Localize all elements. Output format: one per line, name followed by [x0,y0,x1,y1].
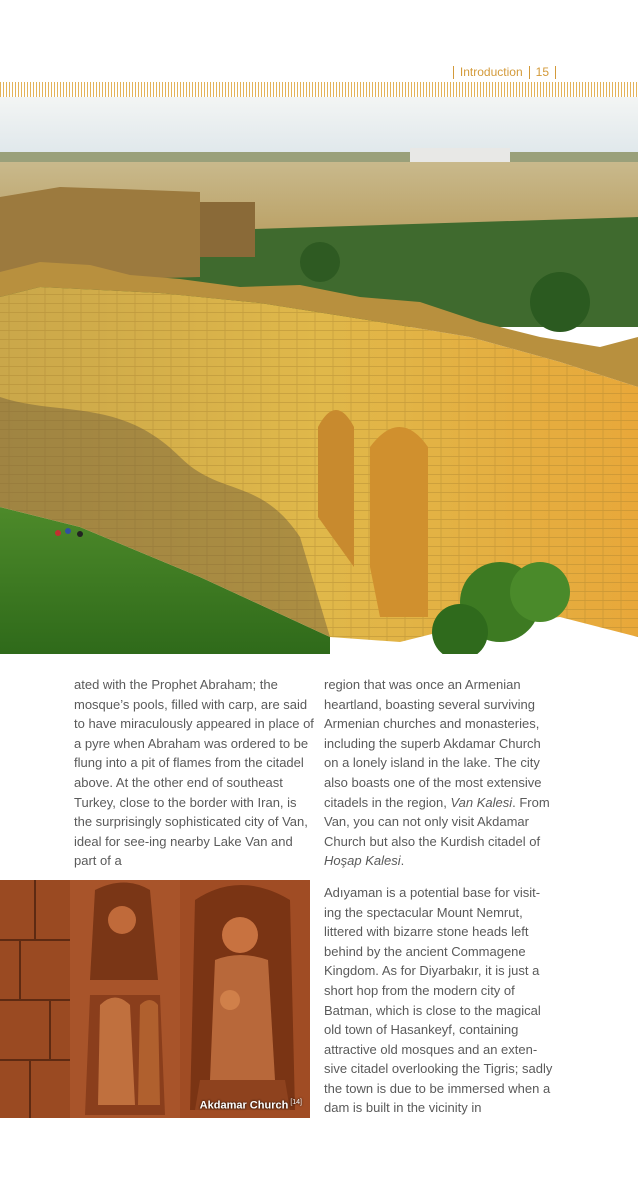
running-header [453,64,556,80]
page-number: 15 [535,65,549,79]
header-divider [453,66,454,79]
paragraph: ated with the Prophet Abraham; the mosque’s pools, filled with carp, are said to have miraculously appeared in place of a pyre when Abraham was ordered to be flung into a pit of flames from the citadel above. At the other end of southeast Turkey, close to the border with Iran, is the surprisingly sophisticated city of Van, ideal for see-ing nearby Lake Van and part of a [74,677,314,869]
decorative-stripe-band [0,82,638,97]
caption-label: Akdamar Church [199,1100,289,1112]
photo-caption [200,1099,302,1112]
place-name: Hoşap Kalesi [324,853,401,869]
paragraph-text: region that was once an Armenian heartland, boasting several surviving Armenian churches and monasteries, including the superb Akdamar Church on a lonely island in the lake. The city also boasts one of the most extensive citadels in the region, [324,677,542,810]
paragraph [324,675,556,871]
right-text-column [324,675,556,1118]
left-text-column [74,675,314,871]
caption-reference: [14] [290,1099,302,1107]
paragraph: Adıyaman is a potential base for visit-ing the spectacular Mount Nemrut, littered with bizarre stone heads left behind by the ancient Commagene Kingdom. As for Diyarbakır, it is just a short hop from the modern city of Batman, which is close to the magical old town of Hasankeyf, containing attractive old mosques and an exten-sive citadel overlooking the Tigris; sadly the town is due to be immersed when a dam is built in the vicinity in [324,884,553,1116]
place-name: Van Kalesi [450,794,513,810]
akdamar-church-photo [0,880,310,1118]
paragraph-text: . [400,853,405,869]
paragraph-text: . From Van, you can not only visit Akdamar Church but also the Kurdish citadel of [324,794,550,849]
section-title: Introduction [459,65,523,79]
header-divider [529,66,530,79]
header-divider [555,66,556,79]
citadel-wall-photo [0,97,638,654]
